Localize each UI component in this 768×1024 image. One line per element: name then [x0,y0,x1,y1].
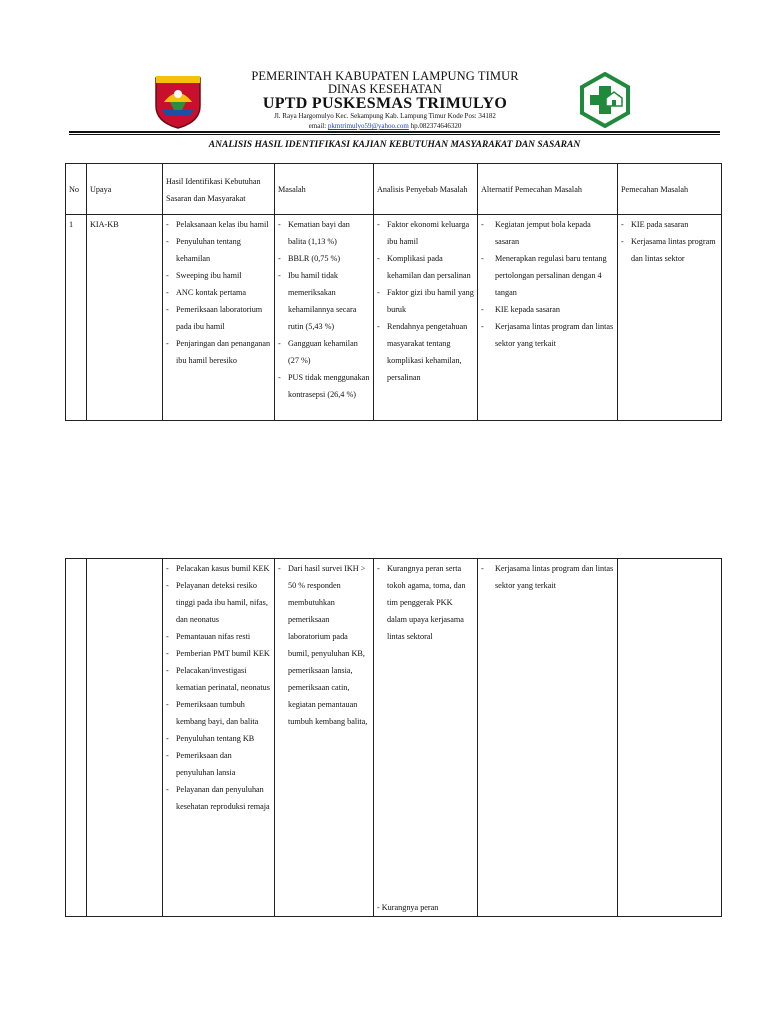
email-label: email: [308,122,327,130]
list-item: - Faktor ekonomi keluarga ibu hamil [377,216,474,250]
cell-masalah [275,559,374,917]
institution-name: UPTD PUSKESMAS TRIMULYO [262,95,508,112]
table-header-row [66,164,722,215]
header-masalah: Masalah [275,164,374,215]
header-rule-thin [69,134,720,135]
list-item: - Pelayanan dan penyuluhan kesehatan reproduksi remaja [166,781,271,815]
hasil-list [166,560,271,815]
list-item: - Pemeriksaan tumbuh kembang bayi, dan balita [166,696,271,730]
analysis-table-part1 [65,163,722,421]
list-item: - ANC kontak pertama [166,284,271,301]
email-link[interactable]: pkmtrimulyo59@yahoo.com [327,122,409,130]
cell-masalah [275,215,374,421]
list-item: - Sweeping ibu hamil [166,267,271,284]
phone-number: hp.082374646320 [410,122,462,130]
masalah-list [278,216,370,403]
list-item: - Kerjasama lintas program dan lintas sektor yang terkait [481,318,614,352]
list-item: - Komplikasi pada kehamilan dan persalinan [377,250,474,284]
cell-upaya-empty [87,559,163,917]
list-item: - BBLR (0,75 %) [278,250,370,267]
list-item: - Dari hasil survei IKH > 50 % responden membutuhkan pemeriksaan laboratorium pada bumil, penyuluhan KB, pemeriksaan lansia, pemeriksaan catin, kegiatan pemantauan tumbuh kembang balita, [278,560,370,730]
document-title: ANALISIS HASIL IDENTIFIKASI KAJIAN KEBUTUHAN MASYARAKAT DAN SASARAN [208,140,581,150]
table-row [66,215,722,421]
list-item: - Pelacakan kasus bumil KEK [166,560,271,577]
header-no: No [66,164,87,215]
list-item: - Gangguan kehamilan (27 %) [278,335,370,369]
list-item: - Kurangnya peran serta tokoh agama, toma, dan tim penggerak PKK dalam upaya kerjasama lintas sektoral [377,560,474,645]
list-item: - KIE kepada sasaran [481,301,614,318]
contact-line [200,122,570,130]
list-item: - Pemeriksaan dan penyuluhan lansia [166,747,271,781]
analisis-continued-text: - Kurangnya peran [377,903,439,912]
cell-analisis [374,215,478,421]
header-analisis: Analisis Penyebab Masalah [374,164,478,215]
alternatif-list [481,560,614,594]
list-item: - Faktor gizi ibu hamil yang buruk [377,284,474,318]
list-item: - PUS tidak menggunakan kontrasepsi (26,4 %) [278,369,370,403]
list-item: - Kematian bayi dan balita (1,13 %) [278,216,370,250]
cell-pemecahan [618,215,722,421]
list-item: - Pemeriksaan laboratorium pada ibu hamil [166,301,271,335]
address-line: Jl. Raya Hargomulyo Kec. Sekampung Kab. Lampung Timur Kode Pos: 34182 [274,112,496,120]
analisis-list [377,216,474,386]
cell-upaya: KIA-KB [87,215,163,421]
header-hasil: Hasil Identifikasi Kebutuhan Sasaran dan Masyarakat [163,164,275,215]
cell-hasil [163,559,275,917]
list-item: - KIE pada sasaran [621,216,718,233]
list-item: - Ibu hamil tidak memeriksakan kehamilannya secara rutin (5,43 %) [278,267,370,335]
list-item: - Penyuluhan tentang KB [166,730,271,747]
hasil-list [166,216,271,369]
header-upaya: Upaya [87,164,163,215]
list-item: - Kegiatan jemput bola kepada sasaran [481,216,614,250]
table-row [66,559,722,917]
masalah-list [278,560,370,730]
government-name: PEMERINTAH KABUPATEN LAMPUNG TIMUR [251,69,519,83]
department-name: DINAS KESEHATAN [328,82,442,96]
cell-no-empty [66,559,87,917]
cell-analisis [374,559,478,917]
list-item: - Rendahnya pengetahuan masyarakat tentang komplikasi kehamilan, persalinan [377,318,474,386]
list-item: - Pelacakan/investigasi kematian perinatal, neonatus [166,662,271,696]
list-item: - Pemantauan nifas resti [166,628,271,645]
cell-hasil [163,215,275,421]
cell-alternatif [478,559,618,917]
header-alternatif: Alternatif Pemecahan Masalah [478,164,618,215]
list-item: - Menerapkan regulasi baru tentang pertolongan persalinan dengan 4 tangan [481,250,614,301]
list-item: - Pelaksanaan kelas ibu hamil [166,216,271,233]
puskesmas-logo-icon [578,72,632,128]
list-item: - Kerjasama lintas program dan lintas sektor [621,233,718,267]
list-item: - Pelayanan deteksi resiko tinggi pada ibu hamil, nifas, dan neonatus [166,577,271,628]
analisis-list [377,560,474,645]
alternatif-list [481,216,614,352]
list-item: - Kerjasama lintas program dan lintas sektor yang terkait [481,560,614,594]
list-item: - Pemberian PMT bumil KEK [166,645,271,662]
cell-alternatif [478,215,618,421]
pemecahan-list [621,216,718,267]
list-item: - Penyuluhan tentang kehamilan [166,233,271,267]
list-item: - Penjaringan dan penanganan ibu hamil beresiko [166,335,271,369]
analysis-table-part2 [65,558,722,917]
lampung-timur-crest-icon [152,72,204,130]
cell-pemecahan-empty [618,559,722,917]
header-pemecahan: Pemecahan Masalah [618,164,722,215]
header-rule-thick [69,131,720,133]
cell-no: 1 [66,215,87,421]
